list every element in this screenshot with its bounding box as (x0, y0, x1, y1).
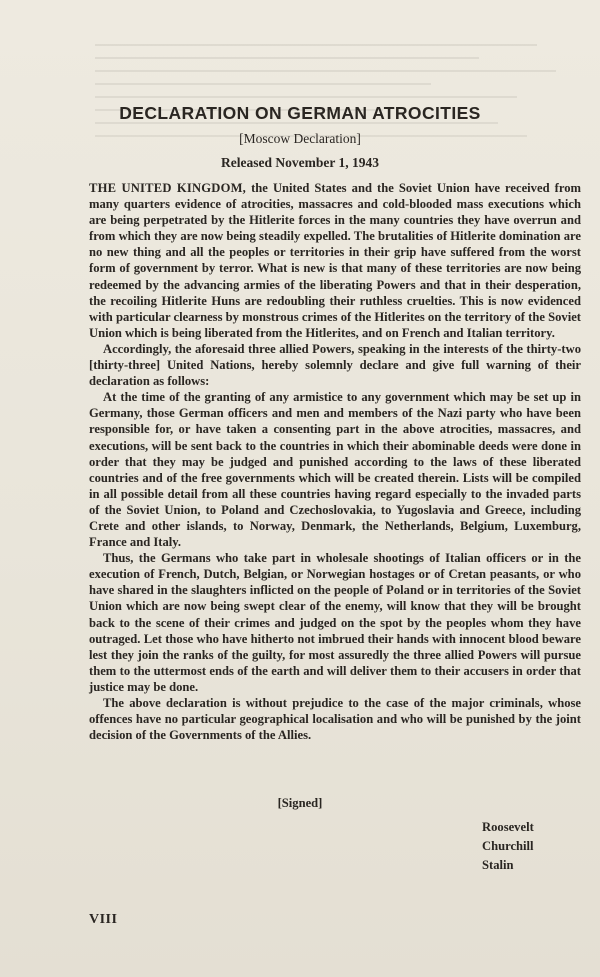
page-title: DECLARATION ON GERMAN ATROCITIES (119, 103, 481, 123)
paragraph-lead: THE UNITED KINGDOM, (89, 181, 247, 195)
release-date: Released November 1, 1943 (221, 155, 379, 170)
signatory: Churchill (482, 839, 534, 853)
paragraph-2: Accordingly, the aforesaid three allied Powers, speaking in the interests of the thirty-two [thirty-three] United Nations, hereby solemnly declare and give full warning of their declaration as follows: (89, 341, 581, 389)
page-number: VIII (89, 912, 118, 927)
paragraph-1 (89, 180, 581, 341)
document-subtitle: [Moscow Declaration] (239, 131, 361, 146)
paragraph-3: At the time of the granting of any armistice to any government which may be set up in Germany, those German officers and men and members of the Nazi party who have been responsible for, or have taken a consenting part in the above atrocities, massacres, and executions, will be sent back to the countries in which their abominable deeds were done in order that they may be judged and punished according to the laws of these liberated countries and of the free governments which will be created therein. Lists will be compiled in all possible detail from all these countries having regard especially to the invaded parts of the Soviet Union, to Poland and Czechoslovakia, to Yugoslavia and Greece, including Crete and other islands, to Norway, Denmark, the Netherlands, Belgium, Luxemburg, France and Italy. (89, 390, 581, 550)
paragraph-5: The above declaration is without prejudice to the case of the major criminals, whose offences have no particular geographical localisation and who will be punished by the joint decision of the Governments of the Allies. (89, 696, 581, 743)
signed-note: [Signed] (277, 796, 323, 810)
signatory: Stalin (482, 858, 514, 872)
declaration-body (89, 180, 581, 743)
signatory: Roosevelt (482, 820, 534, 834)
paragraph-text: the United States and the Soviet Union have received from many quarters evidence of atrocities, massacres and cold-blooded mass executions which are being perpetrated by the Hitlerite forces in the many countries they have overrun and from which they are now being steadily expelled. The brutalities of Hitlerite domination are no new thing and all the peoples or territories in their grip have suffered from the worst form of government by terror. What is new is that many of these territories are now being redeemed by the advancing armies of the liberating Powers and that in their desperation, the recoiling Hitlerite Huns are redoubling their ruthless cruelties. This is now evidenced with particular clearness by monstrous crimes of the Hitlerites on the territory of the Soviet Union which is being liberated from the Hitlerites, and on French and Italian territory. (89, 181, 581, 340)
signatories (482, 818, 534, 875)
paragraph-4: Thus, the Germans who take part in wholesale shootings of Italian officers or in the execution of French, Dutch, Belgian, or Norwegian hostages or of Cretan peasants, or who have shared in the slaughters inflicted on the people of Poland or in territories of the Soviet Union which are now being swept clear of the enemy, will know that they will be brought back to the scene of their crimes and judged on the spot by the peoples whom they have outraged. Let those who have hitherto not imbrued their hands with innocent blood beware lest they join the ranks of the guilty, for most assuredly the three allied Powers will pursue them to the uttermost ends of the earth and will deliver them to their accusers in order that justice may be done. (89, 551, 581, 694)
